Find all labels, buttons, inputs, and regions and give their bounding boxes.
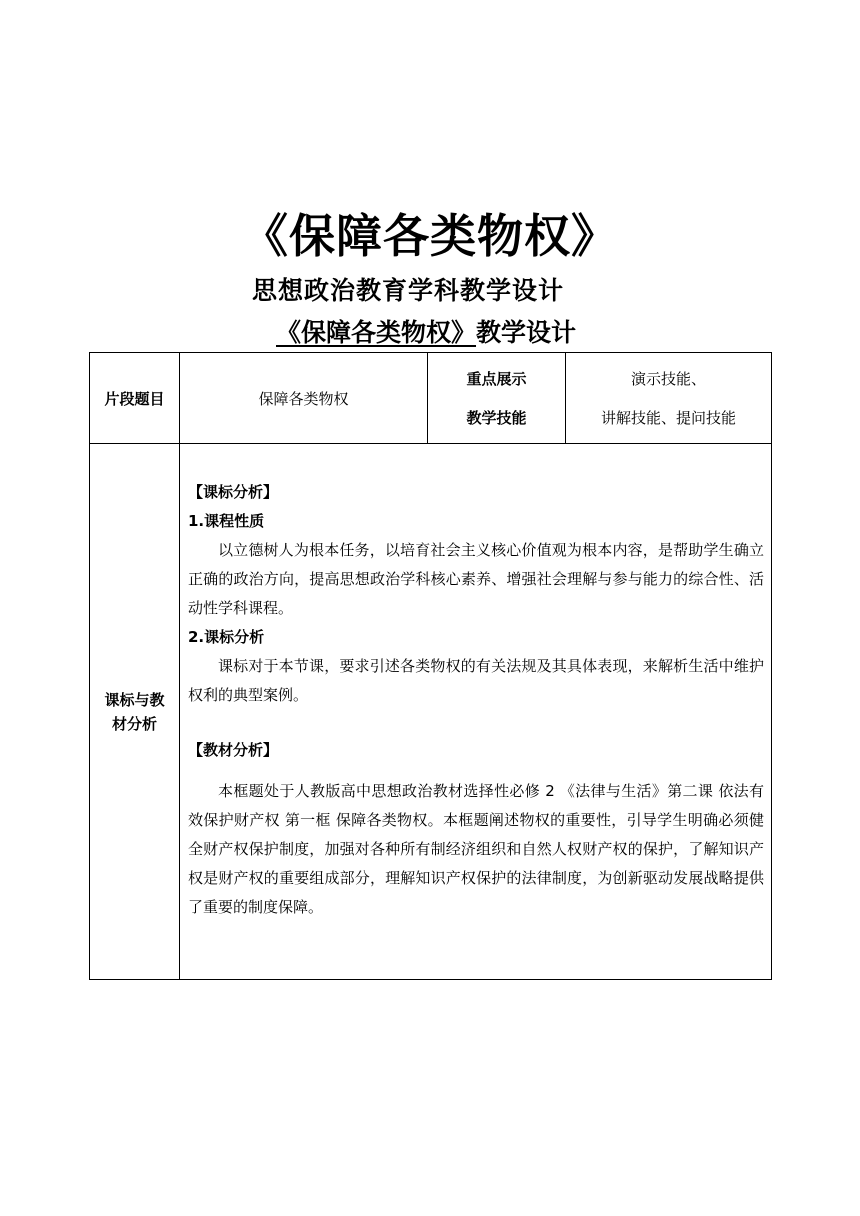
cell-analysis-label: 课标与教材分析 xyxy=(90,444,180,980)
cell-analysis-content xyxy=(180,444,772,980)
section-textbook-heading: 【教材分析】 xyxy=(188,741,279,759)
lesson-design-table xyxy=(89,352,772,980)
design-title-suffix: 教学设计 xyxy=(476,318,577,347)
design-title xyxy=(270,313,576,349)
course-nature-heading: 1.课程性质 xyxy=(188,512,265,530)
cell-skill-label xyxy=(428,353,566,444)
cell-topic-label: 片段题目 xyxy=(90,353,180,444)
skills-line2: 讲解技能、提问技能 xyxy=(600,409,736,427)
course-nature-text: 以立德树人为根本任务，以培育社会主义核心价值观为根本内容，是帮助学生确立正确的政治方向，提高思想政治学科核心素养、增强社会理解与参与能力的综合性、活动性学科课程。 xyxy=(188,541,764,617)
table-row-topic xyxy=(90,353,772,444)
cell-skill-value xyxy=(566,353,772,444)
curriculum-analysis-heading: 2.课标分析 xyxy=(188,628,265,646)
skill-label-line2: 教学技能 xyxy=(466,409,527,427)
skills-line1: 演示技能、 xyxy=(630,370,706,388)
textbook-analysis-text: 本框题处于人教版高中思想政治教材选择性必修 2 《法律与生活》第二课 依法有效保护财产权 第一框 保障各类物权。本框题阐述物权的重要性，引导学生明确必须健全财产权保护制度，加强对各种所有制经济组织和自然人权财产权的保护，了解知识产权是财产权的重要组成部分，理解知识产权保护的法律制度，为创新驱动发展战略提供了重要的制度保障。 xyxy=(188,782,764,916)
table-row-analysis xyxy=(90,444,772,980)
curriculum-analysis-text: 课标对于本节课，要求引述各类物权的有关法规及其具体表现，来解析生活中维护权利的典型案例。 xyxy=(188,657,764,704)
design-title-underlined: 《保障各类物权》 xyxy=(276,318,477,347)
section-curriculum-heading: 【课标分析】 xyxy=(188,483,279,501)
skill-label-line1: 重点展示 xyxy=(466,370,527,388)
document-title: 《保障各类物权》 xyxy=(242,209,618,263)
cell-topic-value: 保障各类物权 xyxy=(180,353,428,444)
document-subtitle: 思想政治教育学科教学设计 xyxy=(251,276,564,305)
